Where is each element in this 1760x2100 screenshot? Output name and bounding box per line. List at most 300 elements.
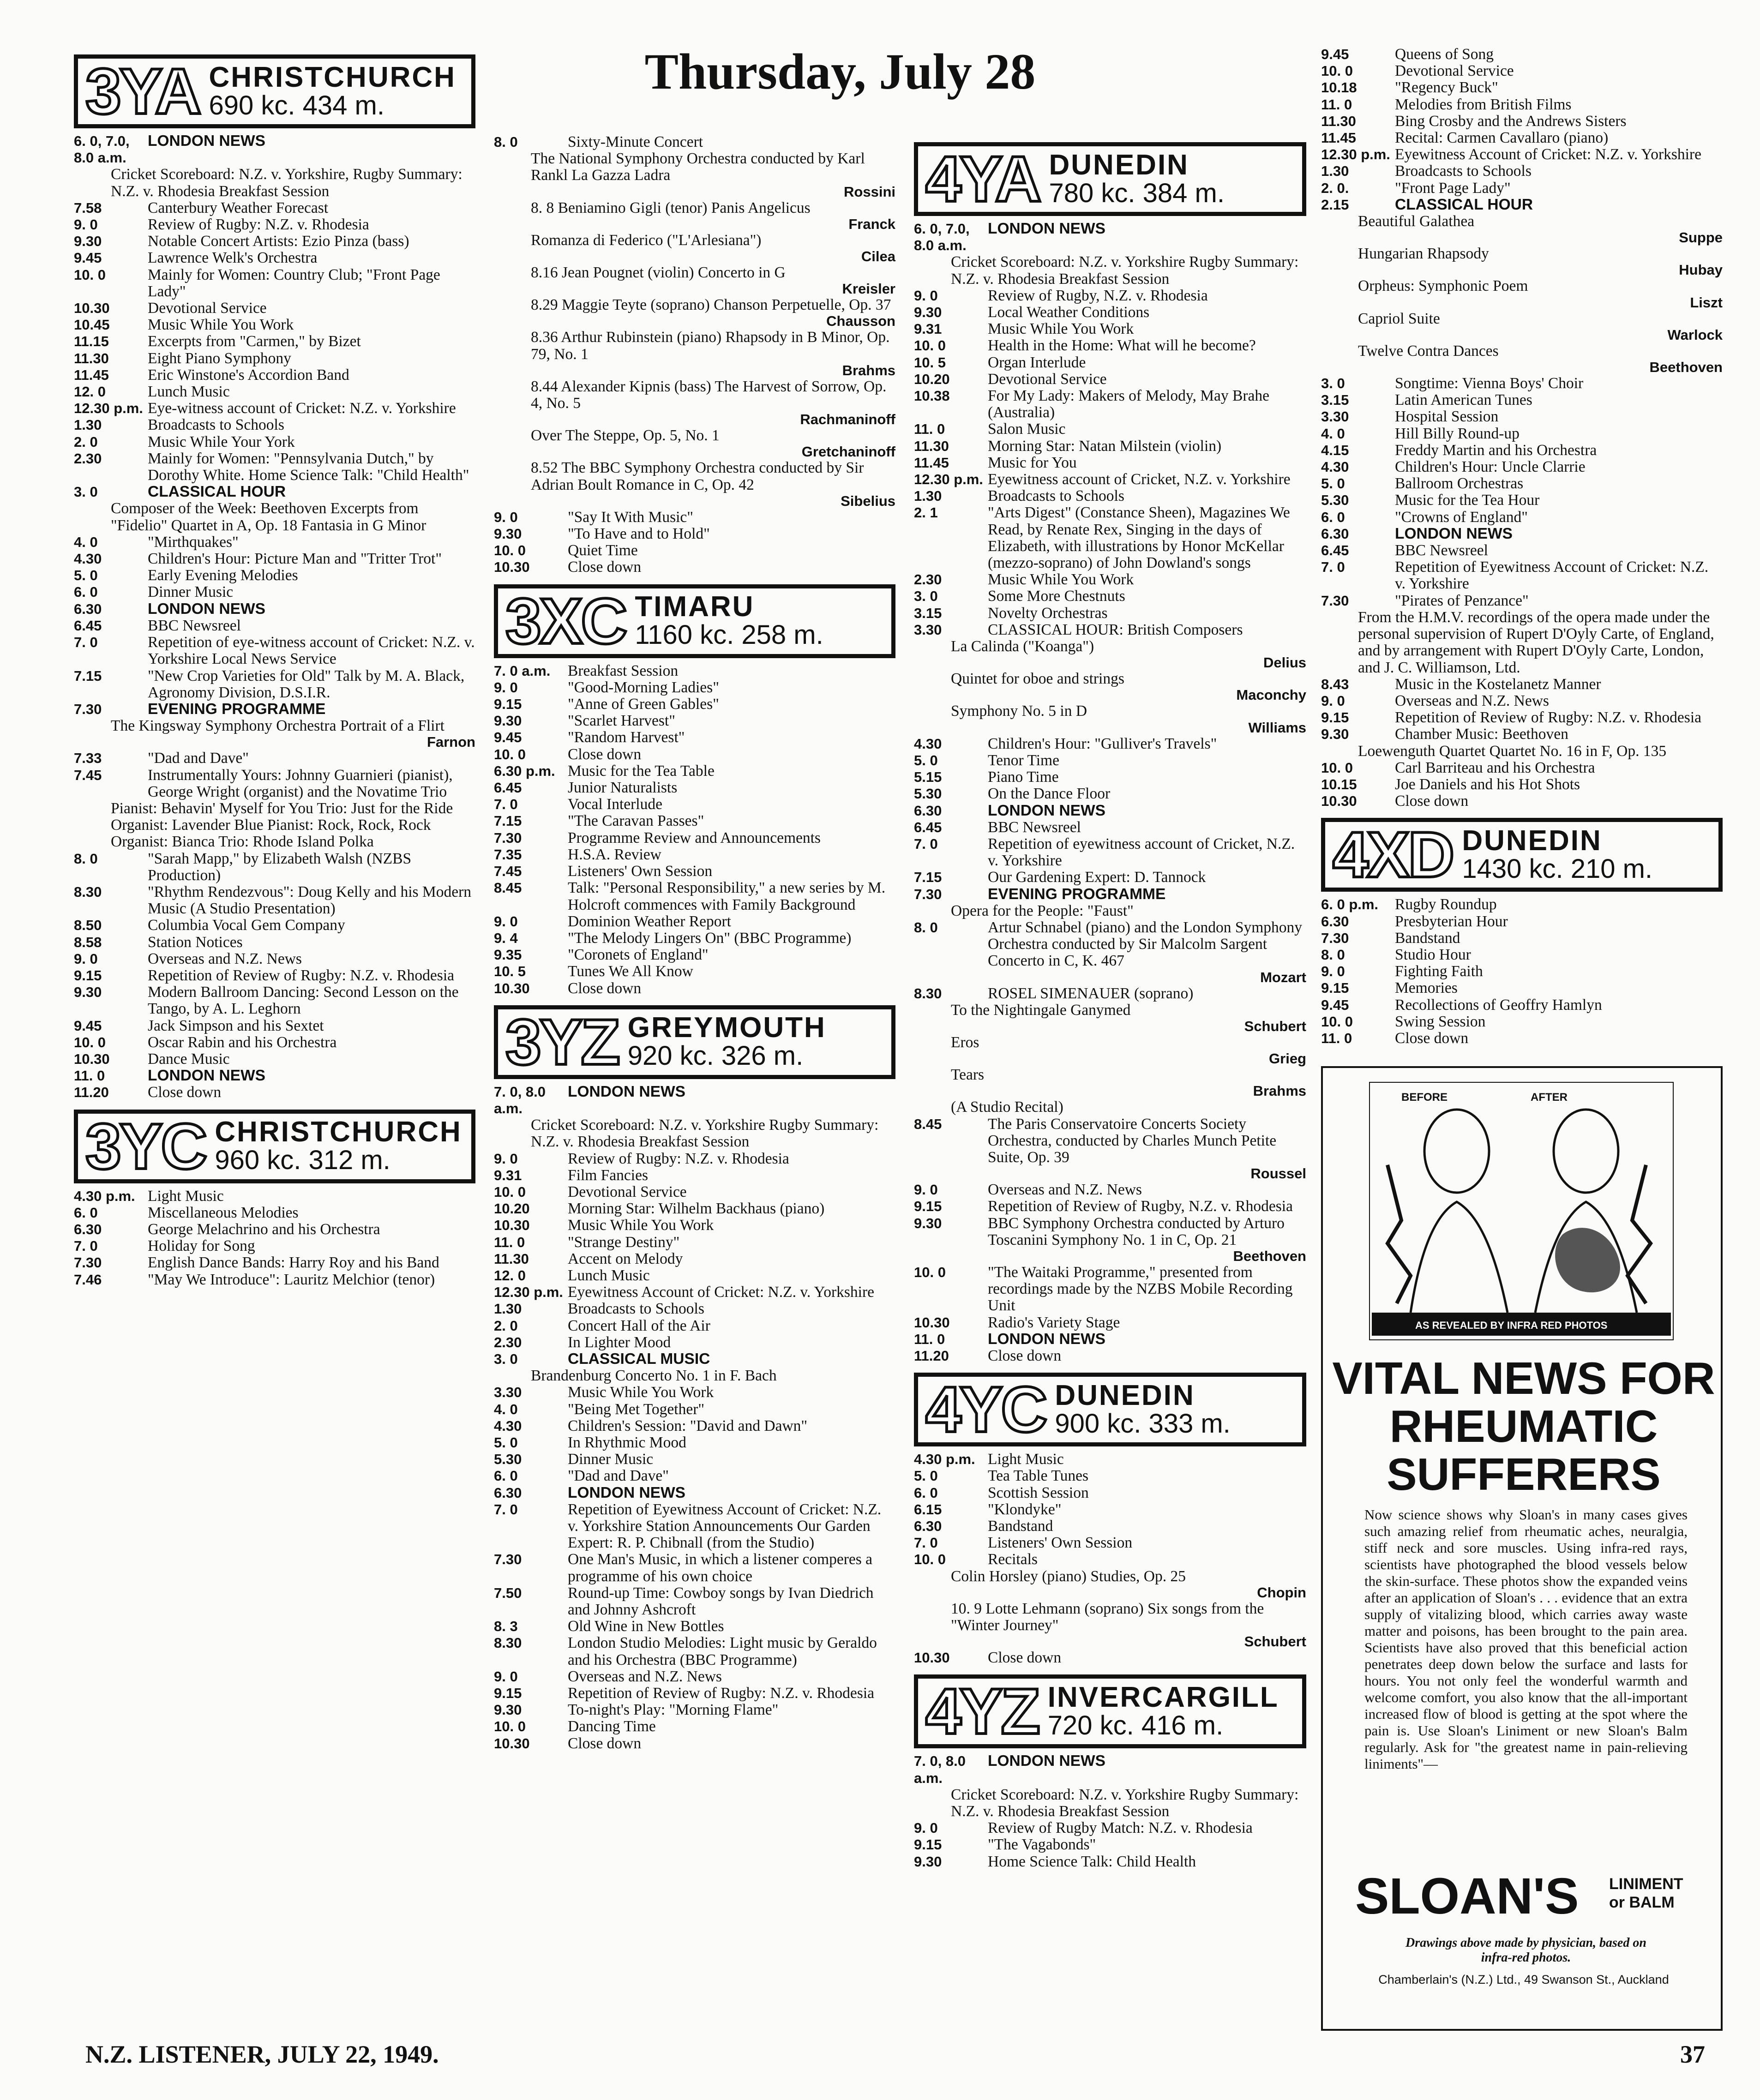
- programme-time: 10.30: [1321, 793, 1357, 810]
- programme-title: Excerpts from "Carmen," by Bizet: [148, 333, 361, 350]
- programme-entry: [914, 769, 1306, 786]
- programme-time: 8.43: [1321, 676, 1349, 692]
- programme-title: Ballroom Orchestras: [1395, 475, 1524, 492]
- programme-time: 9. 0: [494, 509, 518, 525]
- station-logo: [914, 1674, 1306, 1748]
- programme-entry: [74, 417, 475, 433]
- programme-time: 9.30: [494, 1702, 522, 1718]
- programme-time: 8.58: [74, 934, 102, 950]
- programme-entry: [914, 1753, 1306, 1786]
- programme-detail: (A Studio Recital): [951, 1098, 1063, 1116]
- programme-time: 3.15: [914, 605, 942, 621]
- programme-entry: [914, 471, 1306, 488]
- station-meta: [215, 1118, 464, 1175]
- programme-title: Sixty-Minute Concert: [568, 133, 703, 150]
- programme-title: Broadcasts to Schools: [1395, 162, 1532, 180]
- programme-title: LONDON NEWS: [148, 600, 265, 618]
- programme-detail: Opera for the People: "Faust": [951, 902, 1134, 919]
- programme-time: 1.30: [74, 417, 102, 433]
- programme-title: Devotional Service: [1395, 62, 1514, 80]
- programme-title: "New Crop Varieties for Old" Talk by M. A. Black, Agronomy Division, D.S.I.R.: [148, 667, 465, 701]
- programme-title: Recollections of Geoffry Hamlyn: [1395, 996, 1602, 1014]
- programme-detail: 8.44 Alexander Kipnis (bass) The Harvest of Sorrow, Op. 4, No. 5: [531, 378, 887, 412]
- programme-detail: To the Nightingale Ganymed: [951, 1001, 1131, 1019]
- programme-time: 10. 5: [494, 963, 526, 980]
- programme-title: "Arts Digest" (Constance Sheen), Magazines We Read, by Renate Rex, Singing in the days of Elizabeth, with illustrations by Honor McKellar (mezzo-soprano) of John Dowland's songs: [988, 504, 1290, 572]
- programme-title: Junior Naturalists: [568, 779, 678, 797]
- programme-entry: [74, 450, 475, 484]
- programme-entry: [1321, 593, 1723, 609]
- programme-entry: [74, 1018, 475, 1034]
- programme-title: Listeners' Own Session: [988, 1534, 1133, 1552]
- station-city: CHRISTCHURCH: [215, 1116, 462, 1148]
- programme-entry: [74, 634, 475, 667]
- programme-time: 11. 0: [494, 1234, 525, 1250]
- programme-time: 4. 0: [74, 534, 98, 550]
- programme-entry: [1321, 930, 1723, 947]
- programme-time: 9. 0: [494, 1668, 518, 1685]
- programme-time: 10.30: [74, 1050, 110, 1067]
- programme-title: Oscar Rabin and his Orchestra: [148, 1033, 337, 1051]
- programme-entry: [494, 1418, 895, 1434]
- programme-title: Joe Daniels and his Hot Shots: [1395, 775, 1580, 793]
- programme-entry: [74, 951, 475, 967]
- programme-time: 9.45: [494, 729, 522, 746]
- programme-title: In Rhythmic Mood: [568, 1434, 686, 1451]
- programme-entry: [494, 1401, 895, 1418]
- programme-entry: [494, 780, 895, 796]
- programme-title: Music in the Kostelanetz Manner: [1395, 675, 1601, 693]
- programme-title: Children's Hour: Uncle Clarrie: [1395, 458, 1586, 476]
- programme-entry: [914, 1348, 1306, 1364]
- programme-title: One Man's Music, in which a listener comperes a programme of his own choice: [568, 1551, 873, 1585]
- programme-entry: [1321, 676, 1723, 693]
- programme-detail: Brandenburg Concerto No. 1 in F. Bach: [531, 1367, 777, 1385]
- programme-title: Lawrence Welk's Orchestra: [148, 249, 318, 267]
- programme-title: Notable Concert Artists: Ezio Pinza (bass): [148, 233, 409, 250]
- programme-title: Close down: [1395, 1029, 1469, 1047]
- programme-entry: [914, 1535, 1306, 1551]
- programme-entry: [1321, 1030, 1723, 1047]
- composer-name: Liszt: [1690, 294, 1723, 311]
- programme-entry: [914, 321, 1306, 337]
- programme-entry: [914, 886, 1306, 903]
- programme-time: 11.30: [1321, 113, 1356, 129]
- programme-title: Eric Winstone's Accordion Band: [148, 366, 349, 384]
- programme-entry: [494, 796, 895, 813]
- programme-title: Studio Hour: [1395, 946, 1471, 963]
- programme-time: 3. 0: [914, 588, 938, 605]
- programme-title: Novelty Orchestras: [988, 604, 1108, 622]
- programme-time: 11. 0: [1321, 96, 1352, 113]
- programme-title: Eyewitness Account of Cricket: N.Z. v. Yorkshire: [1395, 146, 1702, 163]
- programme-time: 10. 0: [74, 266, 106, 283]
- programme-entry: [494, 1685, 895, 1702]
- programme-title: Dancing Time: [568, 1718, 656, 1735]
- programme-time: 8. 0: [74, 850, 98, 867]
- programme-time: 9. 0: [494, 913, 518, 930]
- programme-entry: [74, 333, 475, 350]
- programme-time: 8. 0: [494, 134, 518, 150]
- station-call-sign: 4XD: [1333, 818, 1453, 891]
- programme-entry: [914, 1551, 1306, 1568]
- programme-time: 7.30: [1321, 592, 1349, 609]
- programme-entry: [494, 1084, 895, 1117]
- programme-title: Music for You: [988, 454, 1077, 471]
- programme-title: "Rhythm Rendezvous": Doug Kelly and his Modern Music (A Studio Presentation): [148, 883, 471, 918]
- programme-time: 10.30: [494, 1217, 530, 1234]
- station-frequency: 690 kc. 434 m.: [209, 90, 384, 120]
- programme-time: 10. 0: [494, 1718, 526, 1735]
- programme-entry: [494, 1284, 895, 1301]
- composer-name: Brahms: [1253, 1083, 1306, 1099]
- column-3: [914, 134, 1306, 1870]
- programme-time: 7.45: [494, 863, 522, 880]
- programme-entry: [74, 233, 475, 250]
- programme-time: 4. 0: [1321, 425, 1345, 442]
- programme-entry: [914, 1820, 1306, 1836]
- programme-entry: [494, 1485, 895, 1501]
- programme-entry: [1321, 113, 1723, 130]
- programme-entry: [494, 830, 895, 846]
- composer-name: Chausson: [826, 313, 895, 330]
- programme-title: Old Wine in New Bottles: [568, 1618, 724, 1635]
- programme-time: 6.30: [1321, 525, 1349, 542]
- programme-time: 4.15: [1321, 442, 1349, 458]
- programme-entry: [74, 984, 475, 1017]
- programme-entry: [494, 1151, 895, 1167]
- programme-time: 6. 0: [74, 1204, 98, 1221]
- programme-entry: [1321, 997, 1723, 1014]
- programme-title: Hill Billy Round-up: [1395, 425, 1520, 442]
- programme-entry: [494, 1468, 895, 1484]
- programme-entry: [1321, 96, 1723, 113]
- programme-entry: [914, 438, 1306, 455]
- programme-title: Repetition of Review of Rugby: N.Z. v. Rhodesia: [568, 1685, 875, 1702]
- programme-title: Dance Music: [148, 1050, 230, 1068]
- programme-title: Concert Hall of the Air: [568, 1317, 710, 1334]
- programme-entry: [914, 1518, 1306, 1535]
- programme-title: "The Melody Lingers On" (BBC Programme): [568, 929, 852, 947]
- sloans-advertisement: [1321, 1066, 1723, 2031]
- programme-detail: Over The Steppe, Op. 5, No. 1: [531, 427, 720, 444]
- programme-title: Close down: [568, 1734, 642, 1752]
- programme-time: 3. 0: [1321, 375, 1345, 392]
- programme-title: BBC Newsreel: [1395, 542, 1488, 559]
- programme-entry: [74, 551, 475, 567]
- programme-entry: [914, 1854, 1306, 1870]
- programme-detail: Symphony No. 5 in D: [951, 702, 1087, 720]
- programme-title: Music While Your York: [148, 433, 295, 450]
- programme-time: 11. 0: [74, 1068, 105, 1084]
- programme-entry: [914, 455, 1306, 471]
- programme-title: BBC Symphony Orchestra conducted by Arturo Toscanini Symphony No. 1 in C, Op. 21: [988, 1214, 1285, 1248]
- station-call-sign: 4YA: [925, 143, 1040, 215]
- programme-title: Home Science Talk: Child Health: [988, 1853, 1196, 1870]
- programme-time: 9.31: [494, 1167, 522, 1183]
- programme-detail: La Calinda ("Koanga"): [951, 638, 1094, 655]
- programme-title: Recital: Carmen Cavallaro (piano): [1395, 129, 1609, 147]
- programme-entry: [74, 1084, 475, 1101]
- programme-entry: [74, 133, 475, 166]
- programme-time: 9.30: [914, 304, 942, 321]
- programme-entry: [494, 679, 895, 696]
- programme-detail: Capriol Suite: [1358, 310, 1440, 327]
- programme-time: 10. 0: [1321, 1013, 1353, 1030]
- programme-title: Music While You Work: [988, 571, 1134, 588]
- programme-time: 8. 3: [494, 1618, 518, 1635]
- programme-time: 6.30: [1321, 913, 1349, 930]
- programme-entry: [74, 216, 475, 233]
- programme-time: 2.30: [914, 571, 942, 588]
- programme-title: "To Have and to Hold": [568, 525, 710, 543]
- composer-name: Mozart: [1260, 969, 1306, 985]
- programme-title: Some More Chestnuts: [988, 588, 1125, 605]
- programme-title: H.S.A. Review: [568, 846, 661, 863]
- programme-entry: [914, 504, 1306, 571]
- programme-entry: [914, 1215, 1306, 1248]
- programme-title: Eyewitness Account of Cricket: N.Z. v. Yorkshire: [568, 1284, 875, 1301]
- programme-title: Health in the Home: What will he become?: [988, 337, 1256, 354]
- programme-entry: [914, 836, 1306, 869]
- programme-entry: [914, 1116, 1306, 1166]
- programme-entry: [74, 1068, 475, 1084]
- programme-entry: [1321, 146, 1723, 163]
- ad-imprint: Chamberlain's (N.Z.) Ltd., 49 Swanson St., Auckland: [1378, 1973, 1669, 1986]
- programme-title: CLASSICAL HOUR: [1395, 196, 1533, 213]
- programme-time: 10.20: [914, 371, 950, 387]
- programme-entry: [74, 1238, 475, 1254]
- programme-title: "Scarlet Harvest": [568, 712, 675, 730]
- programme-entry: [914, 1650, 1306, 1666]
- programme-title: Accent on Melody: [568, 1250, 683, 1267]
- programme-title: Lunch Music: [568, 1266, 650, 1284]
- programme-time: 7.33: [74, 750, 102, 767]
- programme-entry: [914, 869, 1306, 886]
- programme-time: 1.30: [1321, 163, 1349, 180]
- page-date: Thursday, July 28: [644, 43, 1036, 100]
- programme-time: 8.30: [74, 883, 102, 900]
- programme-detail: Quintet for oboe and strings: [951, 670, 1124, 688]
- programme-entry: [1321, 913, 1723, 930]
- programme-time: 3.30: [1321, 408, 1349, 425]
- programme-time: 12. 0: [494, 1267, 526, 1284]
- composer-name: Beethoven: [1233, 1248, 1306, 1264]
- programme-entry: [1321, 63, 1723, 79]
- programme-title: Overseas and N.Z. News: [988, 1181, 1142, 1199]
- station-frequency: 920 kc. 326 m.: [627, 1041, 804, 1071]
- programme-time: 9.15: [74, 967, 102, 984]
- programme-title: Instrumentally Yours: Johnny Guarnieri (pianist), George Wright (organist) and the Novatime Trio: [148, 766, 453, 800]
- programme-title: "Coronets of England": [568, 946, 709, 964]
- programme-time: 3.15: [1321, 392, 1349, 408]
- programme-entry: [494, 1451, 895, 1468]
- programme-entry: [74, 250, 475, 266]
- programme-title: Jack Simpson and his Sextet: [148, 1017, 324, 1034]
- programme-time: 7. 0 a.m.: [494, 662, 551, 679]
- illustration-caption: AS REVEALED BY INFRA RED PHOTOS: [1415, 1320, 1608, 1331]
- programme-time: 10.45: [74, 317, 110, 333]
- programme-time: 8.30: [494, 1635, 522, 1651]
- station-logo: [914, 1373, 1306, 1446]
- programme-entry: [1321, 963, 1723, 980]
- programme-entry: [494, 1234, 895, 1251]
- programme-entry: [1321, 79, 1723, 96]
- programme-entry: [74, 567, 475, 584]
- programme-time: 6.30: [74, 1221, 102, 1237]
- station-frequency: 780 kc. 384 m.: [1049, 178, 1225, 208]
- programme-title: Swing Session: [1395, 1013, 1486, 1030]
- programme-entry: [1321, 475, 1723, 492]
- programme-time: 8.50: [74, 917, 102, 934]
- programme-time: 11.45: [74, 366, 109, 383]
- programme-time: 2. 1: [914, 504, 938, 521]
- station-frequency: 900 kc. 333 m.: [1055, 1408, 1231, 1439]
- programme-time: 10.30: [74, 300, 110, 317]
- programme-entry: [74, 200, 475, 216]
- station-meta: [1048, 1683, 1295, 1740]
- programme-title: Latin American Tunes: [1395, 391, 1532, 409]
- programme-entry: [494, 846, 895, 863]
- programme-entry: [494, 1434, 895, 1451]
- programme-entry: [74, 701, 475, 718]
- programme-time: 10. 0: [1321, 759, 1353, 776]
- programme-detail: Beautiful Galathea: [1358, 213, 1475, 230]
- programme-entry: [494, 813, 895, 829]
- programme-time: 7.30: [914, 886, 942, 902]
- programme-time: 10. 5: [914, 354, 946, 371]
- programme-time: 6.45: [1321, 542, 1349, 559]
- programme-time: 3.30: [494, 1384, 522, 1401]
- programme-title: Round-up Time: Cowboy songs by Ivan Diedrich and Johnny Ashcroft: [568, 1584, 874, 1619]
- programme-title: Morning Star: Wilhelm Backhaus (piano): [568, 1200, 825, 1218]
- programme-detail: From the H.M.V. recordings of the opera made under the personal supervision of Rupert D'Oyly Carte, of England, and by arrangement with Rupert D'Oyly Carte, London, and J. C. Williamson, Ltd.: [1358, 608, 1714, 676]
- programme-time: 7.15: [494, 813, 522, 829]
- programme-entry: [494, 980, 895, 997]
- station-city: GREYMOUTH: [627, 1012, 826, 1044]
- composer-name: Rossini: [844, 183, 895, 200]
- programme-entry: [494, 913, 895, 930]
- programme-title: Hospital Session: [1395, 408, 1499, 426]
- programme-detail: Colin Horsley (piano) Studies, Op. 25: [951, 1567, 1186, 1585]
- page-number: 37: [1680, 2040, 1705, 2068]
- programme-time: 10.20: [494, 1200, 530, 1217]
- programme-entry: [1321, 1014, 1723, 1030]
- programme-entry: [74, 618, 475, 634]
- programme-time: 6.30 p.m.: [494, 762, 555, 779]
- programme-entry: [914, 421, 1306, 438]
- programme-entry: [494, 1167, 895, 1184]
- composer-name: Hubay: [1679, 262, 1723, 278]
- station-meta: [1049, 151, 1295, 208]
- station-logo: [1321, 818, 1723, 892]
- programme-title: Tenor Time: [988, 751, 1059, 769]
- programme-detail: Romanza di Federico ("L'Arlesiana"): [531, 231, 762, 249]
- programme-title: LONDON NEWS: [148, 1067, 265, 1085]
- programme-title: Programme Review and Announcements: [568, 829, 821, 846]
- ad-brand-sub: LINIMENT or BALM: [1609, 1875, 1683, 1911]
- programme-entry: [74, 350, 475, 367]
- programme-title: Light Music: [988, 1451, 1064, 1468]
- programme-time: 7.35: [494, 846, 522, 863]
- programme-time: 12. 0: [74, 384, 106, 400]
- composer-name: Sibelius: [841, 492, 895, 509]
- programme-title: Dominion Weather Report: [568, 912, 731, 930]
- programme-entry: [74, 884, 475, 917]
- programme-title: "Being Met Together": [568, 1400, 705, 1418]
- programme-time: 7. 0: [74, 1238, 98, 1254]
- programme-title: Close down: [1395, 792, 1469, 810]
- programme-title: Songtime: Vienna Boys' Choir: [1395, 375, 1584, 392]
- programme-title: Repetition of Review of Rugby: N.Z. v. Rhodesia: [148, 966, 455, 984]
- programme-title: BBC Newsreel: [988, 818, 1081, 836]
- programme-title: Devotional Service: [568, 1183, 687, 1200]
- programme-entry: [914, 304, 1306, 321]
- programme-title: Repetition of Eyewitness Account of Cricket: N.Z. v. Yorkshire Station Announcements Our Garden Expert: R. P. Chibnall (from the Studio): [568, 1500, 882, 1552]
- programme-time: 9.15: [494, 696, 522, 713]
- programme-entry: [74, 601, 475, 618]
- programme-time: 11.45: [1321, 130, 1356, 146]
- programme-time: 3. 0: [74, 484, 98, 500]
- programme-title: "Front Page Lady": [1395, 179, 1511, 197]
- programme-title: Review of Rugby, N.Z. v. Rhodesia: [988, 287, 1208, 304]
- programme-entry: [1321, 130, 1723, 146]
- station-logo: [914, 142, 1306, 216]
- programme-title: Local Weather Conditions: [988, 304, 1150, 321]
- programme-time: 11. 0: [914, 421, 945, 438]
- programme-title: The Paris Conservatoire Concerts Society Orchestra, conducted by Charles Munch Petite Suite, Op. 39: [988, 1115, 1277, 1166]
- station-call-sign: 4YC: [925, 1373, 1046, 1446]
- programme-time: 10. 0: [914, 337, 946, 354]
- programme-time: 9.45: [74, 250, 102, 266]
- programme-title: "Mirthquakes": [148, 533, 239, 551]
- programme-entry: [914, 488, 1306, 504]
- programme-time: 7. 0: [74, 634, 98, 651]
- programme-time: 9.30: [914, 1215, 942, 1231]
- programme-time: 11.30: [494, 1250, 529, 1267]
- programme-title: Modern Ballroom Dancing: Second Lesson on the Tango, by A. L. Leghorn: [148, 984, 459, 1018]
- station-meta: [635, 593, 884, 649]
- programme-entry: [74, 367, 475, 384]
- programme-entry: [494, 1585, 895, 1618]
- programme-title: "Sarah Mapp," by Elizabeth Walsh (NZBS Production): [148, 850, 412, 884]
- programme-title: Artur Schnabel (piano) and the London Symphony Orchestra conducted by Sir Malcolm Sargent Concerto in C, K. 467: [988, 918, 1303, 970]
- programme-detail: 8. 8 Beniamino Gigli (tenor) Panis Angelicus: [531, 199, 811, 216]
- station-logo: [74, 54, 475, 128]
- programme-title: Broadcasts to Schools: [568, 1300, 704, 1318]
- programme-entry: [1321, 693, 1723, 709]
- programme-time: 7.15: [74, 667, 102, 684]
- programme-time: 7.30: [1321, 930, 1349, 946]
- programme-entry: [914, 371, 1306, 388]
- programme-time: 11. 0: [914, 1331, 945, 1347]
- programme-title: "Anne of Green Gables": [568, 696, 719, 713]
- programme-title: Memories: [1395, 979, 1458, 997]
- programme-title: Morning Star: Natan Milstein (violin): [988, 437, 1222, 455]
- programme-title: Light Music: [148, 1187, 224, 1205]
- programme-entry: [1321, 709, 1723, 726]
- programme-time: 2.15: [1321, 196, 1349, 213]
- programme-entry: [1321, 760, 1723, 776]
- programme-time: 5. 0: [914, 752, 938, 768]
- programme-entry: [74, 1051, 475, 1068]
- programme-title: Eyewitness account of Cricket, N.Z. v. Yorkshire: [988, 471, 1291, 488]
- programme-title: Lunch Music: [148, 383, 230, 401]
- station-meta: [1055, 1381, 1295, 1438]
- station-logo: [494, 584, 895, 658]
- programme-detail: 8.52 The BBC Symphony Orchestra conducted by Sir Adrian Boult Romance in C, Op. 42: [531, 459, 864, 493]
- programme-title: "The Vagabonds": [988, 1836, 1096, 1854]
